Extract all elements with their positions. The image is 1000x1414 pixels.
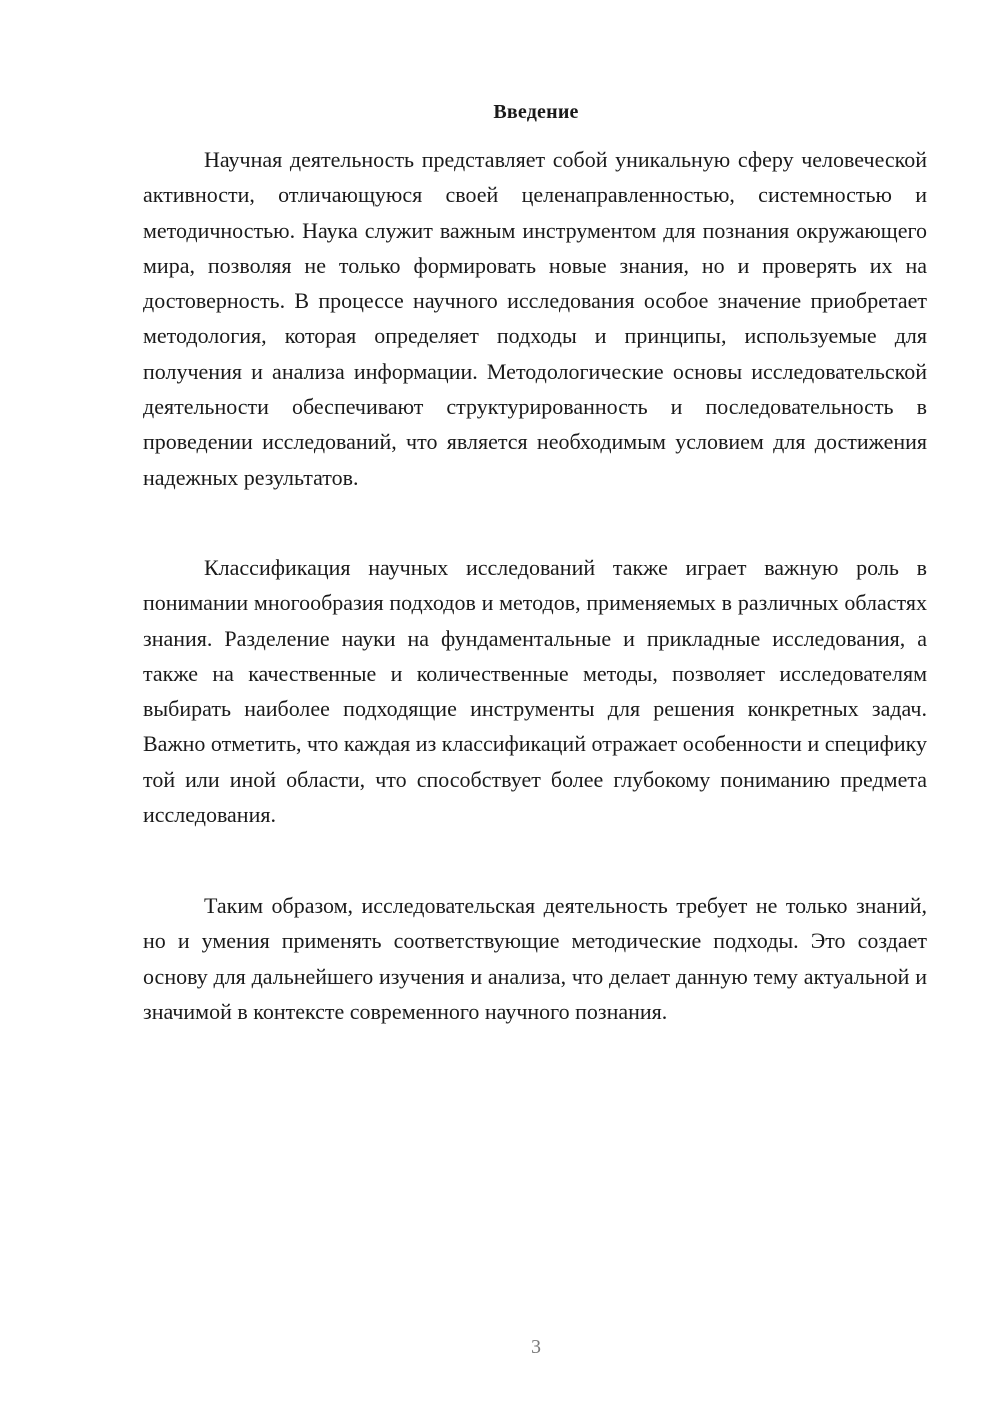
paragraph-classification: Классификация научных исследований также играет важную роль в понимании многообразия подходов и методов, применяемых в различных областях знания. Разделение науки на фундаментальные и прикладные исследования, а также на качественные и количественные методы, позволяет исследователям выбирать наиболее подходящие инструменты для решения конкретных задач. Важно отметить, что каждая из классификаций отражает особенности и специфику той или иной области, что способствует более глубокому пониманию предмета исследования.	[143, 555, 927, 828]
paragraph-intro: Научная деятельность представляет собой уникальную сферу человеческой активности, отличающуюся своей целенаправленностью, системностью и методичностью. Наука служит важным инструментом для познания окружающего мира, позволяя не только формировать новые знания, но и проверять их на достоверность. В процессе научного исследования особое значение приобретает методология, которая определяет подходы и принципы, используемые для получения и анализа информации. Методологические основы исследовательской деятельности обеспечивают структурированность и последовательность в проведении исследований, что является необходимым условием для достижения надежных результатов.	[143, 147, 927, 490]
section-heading: Введение	[493, 101, 579, 123]
page-number: 3	[531, 1336, 541, 1358]
paragraph-conclusion: Таким образом, исследовательская деятельность требует не только знаний, но и умения применять соответствующие методические подходы. Это создает основу для дальнейшего изучения и анализа, что делает данную тему актуальной и значимой в контексте современного научного познания.	[143, 893, 927, 1024]
